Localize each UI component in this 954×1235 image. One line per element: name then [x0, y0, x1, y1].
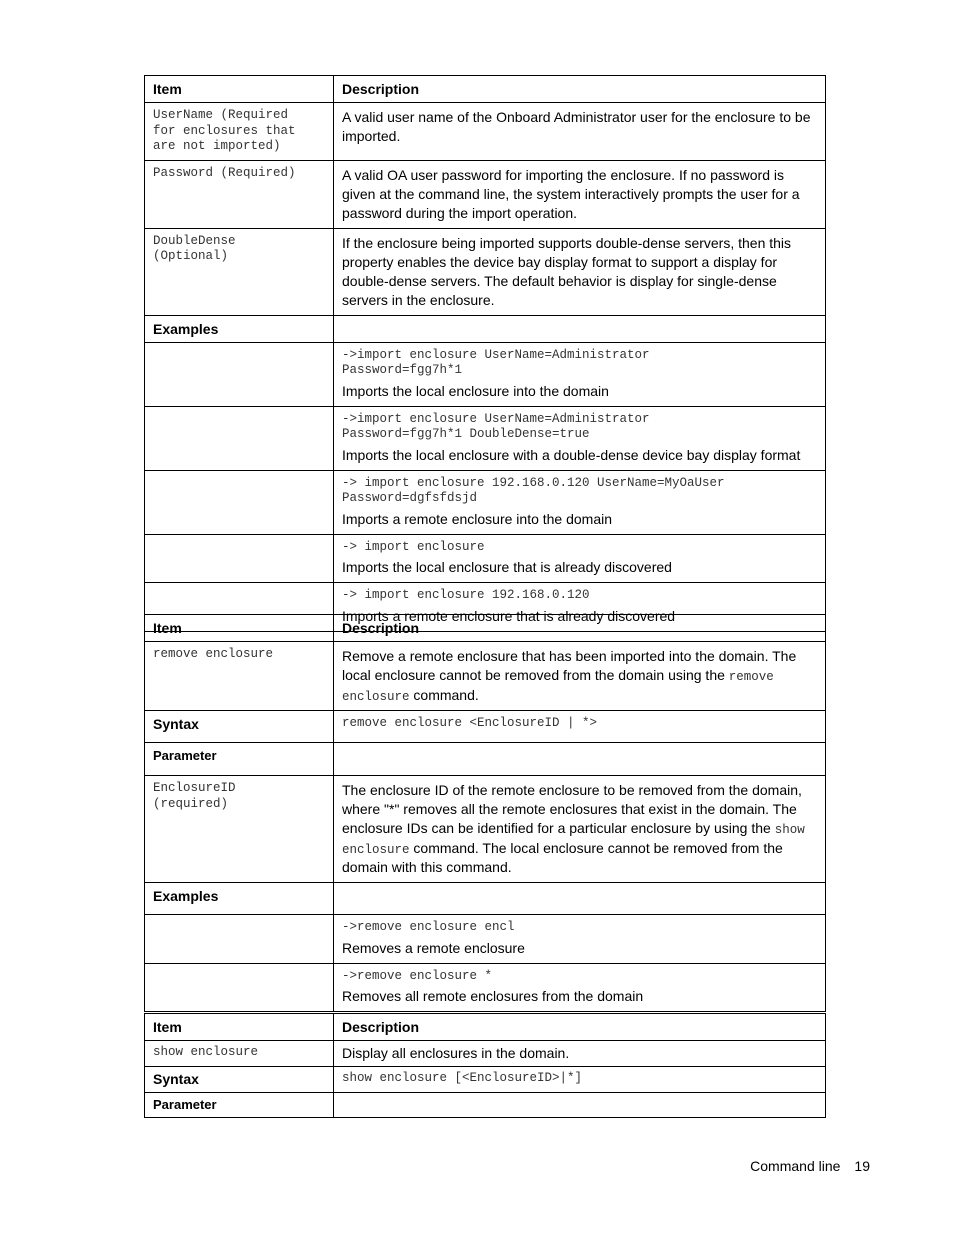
examples-label-row [145, 315, 826, 342]
syntax-value: show enclosure [<EnclosureID>|*] [334, 1067, 826, 1093]
param-username: UserName (Required for enclosures that are not imported) [145, 103, 334, 161]
parameter-label: Parameter [145, 743, 334, 776]
table-row [145, 228, 826, 315]
command-description: Remove a remote enclosure that has been imported into the domain. The local enclosure cannot be removed from the domain using the remove enclosure command. [334, 642, 826, 711]
example-description: Imports the local enclosure with a double-dense device bay display format [342, 446, 801, 463]
example-command: ->remove enclosure encl [342, 920, 515, 934]
header-description: Description [334, 76, 826, 103]
example-command: -> import enclosure [342, 539, 485, 554]
examples-label: Examples [145, 883, 334, 915]
table-row [145, 1041, 826, 1067]
import-enclosure-table [144, 75, 826, 632]
example-description: Imports a remote enclosure that is already discovered [342, 607, 676, 624]
example-command: ->import enclosure UserName=Administrator Password=fgg7h*1 DoubleDense=true [342, 411, 650, 441]
syntax-value: remove enclosure <EnclosureID | *> [334, 711, 826, 743]
inline-code: show enclosure [342, 823, 805, 857]
syntax-row [145, 1067, 826, 1093]
param-enclosureid-description: The enclosure ID of the remote enclosure to be removed from the domain, where "*" removes all the remote enclosures that exist in the domain. The enclosure IDs can be identified for a particular enclosure by using the show enclosure command. The local enclosure cannot be removed from the domain with this command. [334, 776, 826, 883]
table-row [145, 776, 826, 883]
example-row [145, 915, 826, 964]
table-row [145, 160, 826, 228]
example-row [145, 342, 826, 406]
example-command: -> import enclosure 192.168.0.120 [342, 588, 590, 602]
example-description: Imports the local enclosure into the domain [342, 382, 609, 399]
page-footer [750, 1158, 870, 1174]
table-header-row [145, 76, 826, 103]
footer-section: Command line [750, 1158, 841, 1174]
examples-label-row [145, 883, 826, 915]
example-row [145, 406, 826, 470]
header-item: Item [145, 615, 334, 642]
example-row [145, 963, 826, 1012]
example-description: Removes all remote enclosures from the domain [342, 988, 644, 1004]
command-name: remove enclosure [145, 642, 334, 711]
syntax-label: Syntax [145, 1067, 334, 1093]
table-row [145, 642, 826, 711]
example-row [145, 470, 826, 534]
param-enclosureid: EnclosureID (required) [145, 776, 334, 883]
example-command: -> import enclosure 192.168.0.120 UserName=MyOaUser Password=dgfsfdsjd [342, 475, 725, 505]
param-doubledense: DoubleDense (Optional) [145, 228, 334, 315]
remove-enclosure-table [144, 614, 826, 1012]
examples-label: Examples [145, 315, 334, 342]
header-item: Item [145, 1014, 334, 1041]
command-description: Display all enclosures in the domain. [334, 1041, 826, 1067]
header-description: Description [334, 615, 826, 642]
syntax-row [145, 711, 826, 743]
parameter-label-row [145, 743, 826, 776]
page-number: 19 [854, 1158, 870, 1174]
parameter-label: Parameter [145, 1093, 334, 1118]
param-password-description: A valid OA user password for importing the enclosure. If no password is given at the command line, the system interactively prompts the user for a password during the import operation. [334, 160, 826, 228]
example-command: ->remove enclosure * [342, 968, 493, 983]
show-enclosure-table [144, 1013, 826, 1118]
example-command: ->import enclosure UserName=Administrator Password=fgg7h*1 [342, 347, 650, 377]
header-description: Description [334, 1014, 826, 1041]
param-username-description: A valid user name of the Onboard Administrator user for the enclosure to be imported. [334, 103, 826, 161]
table-header-row [145, 615, 826, 642]
syntax-label: Syntax [145, 711, 334, 743]
example-description: Imports a remote enclosure into the domain [342, 510, 613, 527]
header-item: Item [145, 76, 334, 103]
example-description: Imports the local enclosure that is already discovered [342, 559, 672, 575]
example-description: Removes a remote enclosure [342, 939, 525, 956]
table-row [145, 103, 826, 161]
param-password: Password (Required) [145, 160, 334, 228]
param-doubledense-description: If the enclosure being imported supports double-dense servers, then this property enables the device bay display format to support a display for double-dense servers. The default behavior is display for single-dense servers in the enclosure. [334, 228, 826, 315]
parameter-label-row [145, 1093, 826, 1118]
command-name: show enclosure [145, 1041, 334, 1067]
example-row [145, 534, 826, 583]
table-header-row [145, 1014, 826, 1041]
inline-code: remove enclosure [342, 670, 774, 704]
